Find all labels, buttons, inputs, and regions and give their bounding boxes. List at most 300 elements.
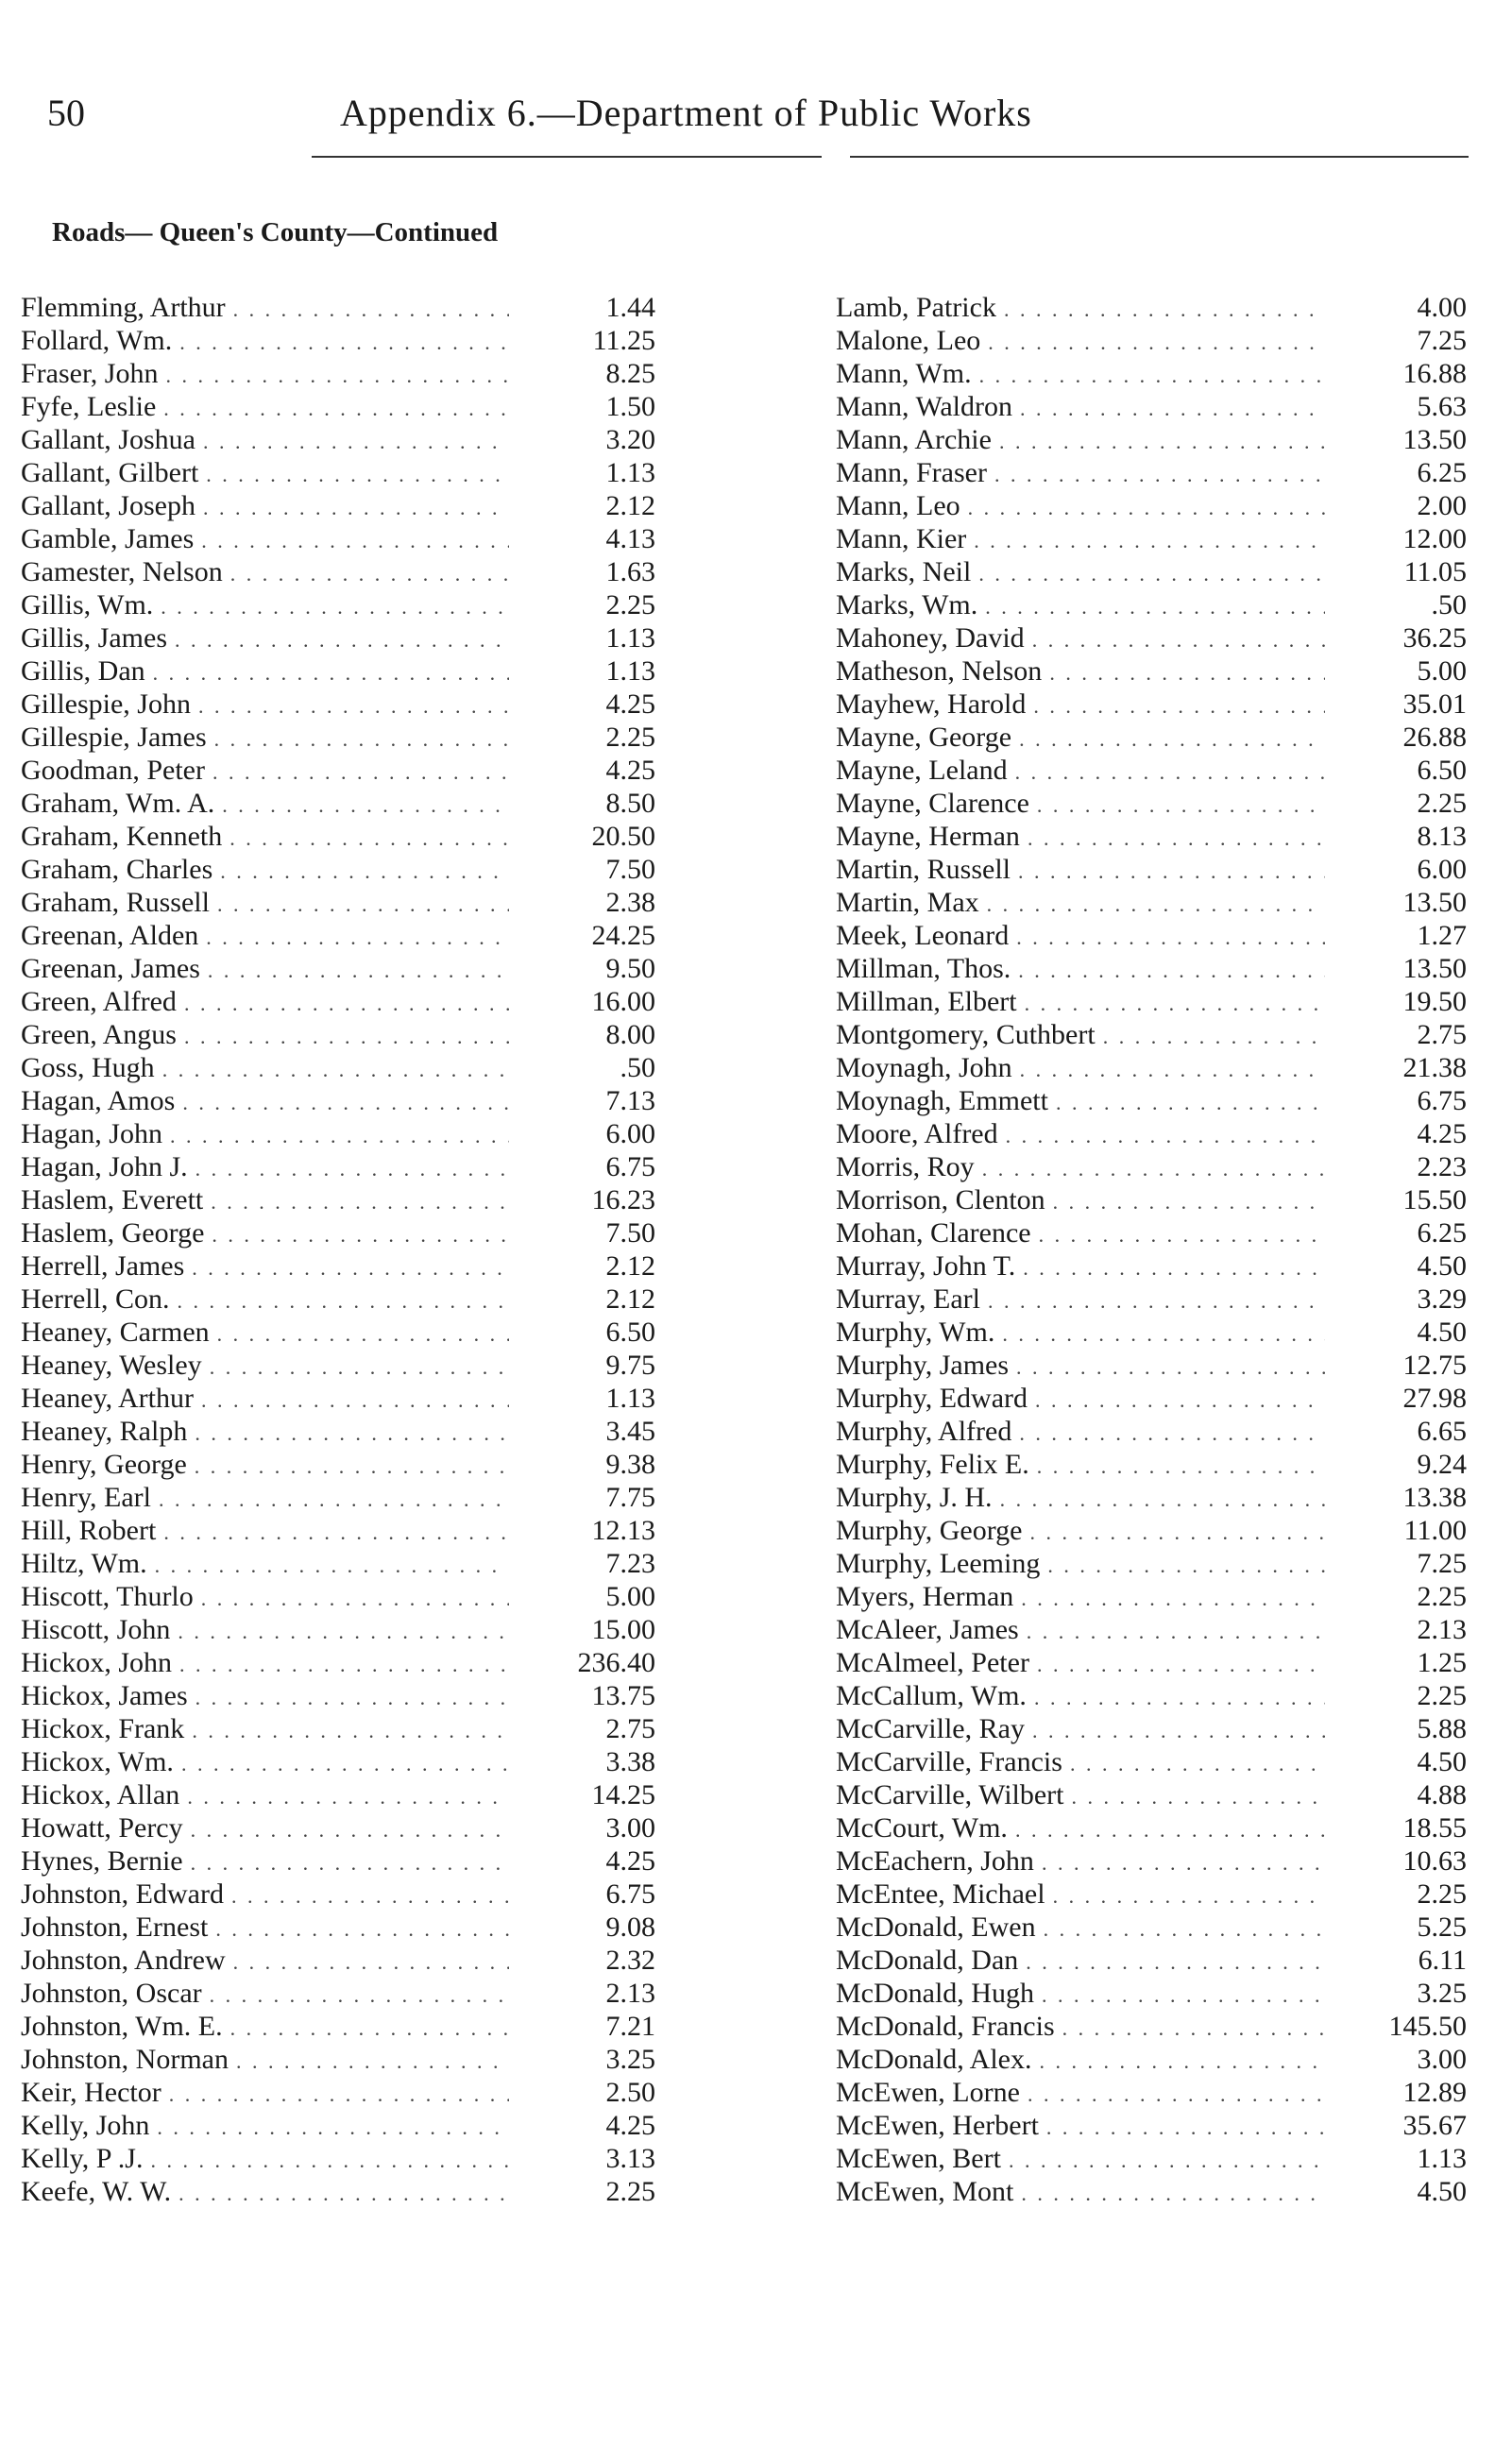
dot-leader <box>1023 1251 1325 1284</box>
payment-amount: 4.13 <box>605 523 655 554</box>
payment-amount: 9.38 <box>605 1449 655 1480</box>
payee-name: Hickox, Allan <box>21 1779 180 1810</box>
payment-amount: 3.45 <box>605 1416 655 1447</box>
payee-name: Greenan, Alden <box>21 920 199 951</box>
payment-amount: 36.25 <box>1402 622 1467 654</box>
payee-name: Mayne, George <box>836 722 1012 753</box>
list-item <box>21 1382 655 1415</box>
payee-name: Mayhew, Harold <box>836 688 1027 720</box>
payment-amount: 2.25 <box>605 2176 655 2207</box>
dot-leader <box>1015 1813 1325 1846</box>
payment-amount: 1.27 <box>1417 920 1467 951</box>
list-item <box>21 2010 655 2043</box>
payee-name: Meek, Leonard <box>836 920 1010 951</box>
payee-name: McEwen, Herbert <box>836 2110 1039 2141</box>
dot-leader <box>994 458 1325 491</box>
payee-name: McEwen, Lorne <box>836 2077 1020 2108</box>
payment-amount: 6.50 <box>1417 755 1467 786</box>
payment-amount: 4.25 <box>605 755 655 786</box>
dot-leader <box>1016 921 1325 954</box>
payment-amount: 6.75 <box>605 1151 655 1182</box>
payment-amount: 6.25 <box>1417 457 1467 488</box>
dot-leader <box>192 1251 509 1284</box>
list-item <box>21 1249 655 1283</box>
dot-leader <box>231 1879 509 1912</box>
dot-leader <box>1000 1483 1325 1516</box>
dot-leader <box>1033 689 1325 722</box>
list-item <box>21 820 655 853</box>
payment-amount: 13.38 <box>1402 1482 1467 1513</box>
dot-leader <box>155 1549 509 1582</box>
payment-amount: 5.00 <box>1417 655 1467 687</box>
payment-amount: 6.50 <box>605 1317 655 1348</box>
payee-name: Heaney, Wesley <box>21 1350 202 1381</box>
payee-name: McDonald, Hugh <box>836 1978 1034 2009</box>
dot-leader <box>1006 1119 1325 1152</box>
list-item <box>21 1580 655 1613</box>
dot-leader <box>179 326 509 359</box>
list-item <box>836 621 1467 654</box>
payment-amount: 11.00 <box>1403 1515 1467 1546</box>
list-item <box>21 1613 655 1646</box>
payment-amount: 3.29 <box>1417 1283 1467 1315</box>
list-item <box>21 1415 655 1448</box>
payment-amount: 2.38 <box>605 887 655 918</box>
dot-leader <box>184 1020 509 1053</box>
payee-name: Johnston, Oscar <box>21 1978 202 2009</box>
list-item <box>836 390 1467 423</box>
dot-leader <box>153 656 509 689</box>
dot-leader <box>1028 822 1325 855</box>
list-item <box>836 1679 1467 1712</box>
payment-amount: 19.50 <box>1402 986 1467 1017</box>
payment-amount: 8.50 <box>605 788 655 819</box>
payment-amount: 1.13 <box>605 655 655 687</box>
dot-leader <box>220 855 509 888</box>
list-item <box>21 1216 655 1249</box>
payee-name: Follard, Wm. <box>21 325 173 356</box>
list-item <box>21 489 655 522</box>
dot-leader <box>1047 1549 1325 1582</box>
payment-amount: 3.38 <box>605 1746 655 1777</box>
dot-leader <box>1039 2045 1325 2078</box>
payment-amount: 1.13 <box>605 1383 655 1414</box>
dot-leader <box>230 2012 509 2045</box>
payment-amount: 2.12 <box>605 1250 655 1282</box>
payee-name: Gillis, James <box>21 622 167 654</box>
payee-name: Flemming, Arthur <box>21 292 226 323</box>
dot-leader <box>236 2045 509 2078</box>
payee-name: Gallant, Joseph <box>21 490 195 521</box>
payee-name: Morris, Roy <box>836 1151 975 1182</box>
payment-amount: 2.25 <box>605 589 655 620</box>
dot-leader <box>978 557 1325 590</box>
list-item <box>21 1977 655 2010</box>
list-item <box>21 688 655 721</box>
payee-name: McEwen, Bert <box>836 2143 1001 2174</box>
payment-amount: 236.40 <box>577 1647 655 1678</box>
payment-amount: 12.75 <box>1402 1350 1467 1381</box>
list-item <box>21 1844 655 1878</box>
payee-name: Fraser, John <box>21 358 159 389</box>
list-item <box>836 1977 1467 2010</box>
list-item <box>21 886 655 919</box>
payee-name: Hiltz, Wm. <box>21 1548 147 1579</box>
payment-amount: .50 <box>1431 589 1467 620</box>
dot-leader <box>988 1284 1325 1317</box>
payee-name: Mayne, Leland <box>836 755 1008 786</box>
dot-leader <box>206 458 509 491</box>
list-item <box>21 291 655 324</box>
list-item <box>21 1944 655 1977</box>
dot-leader <box>169 2078 509 2111</box>
payment-amount: 2.32 <box>605 1945 655 1976</box>
dot-leader <box>1070 1747 1325 1780</box>
payment-amount: 4.50 <box>1417 1746 1467 1777</box>
payment-amount: 7.13 <box>605 1085 655 1116</box>
list-item <box>21 787 655 820</box>
right-column-list <box>836 291 1467 2208</box>
list-item <box>21 754 655 787</box>
payment-amount: 145.50 <box>1388 2011 1467 2042</box>
payment-amount: 4.25 <box>1417 1118 1467 1149</box>
list-item <box>836 324 1467 357</box>
payment-amount: 5.63 <box>1417 391 1467 422</box>
dot-leader <box>982 1152 1325 1185</box>
dot-leader <box>979 359 1325 392</box>
payee-name: Morrison, Clenton <box>836 1184 1045 1215</box>
list-item <box>836 1712 1467 1745</box>
payee-name: Gillespie, John <box>21 688 191 720</box>
payee-name: Keir, Hector <box>21 2077 161 2108</box>
payment-amount: 2.13 <box>605 1978 655 2009</box>
payment-amount: 3.20 <box>605 424 655 455</box>
list-item <box>21 1150 655 1183</box>
payee-name: Gamble, James <box>21 523 195 554</box>
dot-leader <box>229 822 509 855</box>
dot-leader <box>1072 1780 1325 1813</box>
dot-leader <box>1062 2012 1325 2045</box>
payee-name: Graham, Charles <box>21 854 213 885</box>
payee-name: Hagan, John <box>21 1118 162 1149</box>
payee-name: Johnston, Wm. E. <box>21 2011 223 2042</box>
dot-leader <box>210 1979 509 2012</box>
list-item <box>836 1481 1467 1514</box>
payee-name: Murphy, James <box>836 1350 1010 1381</box>
dot-leader <box>1002 1317 1325 1351</box>
payee-name: Hagan, Amos <box>21 1085 176 1116</box>
payee-name: Gillespie, James <box>21 722 207 753</box>
list-item <box>836 820 1467 853</box>
payee-name: Green, Angus <box>21 1019 177 1050</box>
payee-name: Howatt, Percy <box>21 1812 183 1844</box>
payment-amount: 2.75 <box>605 1713 655 1744</box>
payment-amount: 6.00 <box>1417 854 1467 885</box>
list-item <box>21 423 655 456</box>
list-item <box>836 1878 1467 1911</box>
dot-leader <box>1021 1582 1325 1615</box>
dot-leader <box>1046 2111 1325 2144</box>
payee-name: Malone, Leo <box>836 325 981 356</box>
payment-amount: 4.25 <box>605 688 655 720</box>
payee-name: Henry, Earl <box>21 1482 151 1513</box>
payee-name: Hiscott, Thurlo <box>21 1581 194 1612</box>
payee-name: Heaney, Carmen <box>21 1317 210 1348</box>
list-item <box>836 1944 1467 1977</box>
payee-name: Green, Alfred <box>21 986 177 1017</box>
dot-leader <box>1035 1384 1325 1417</box>
dot-leader <box>212 756 509 789</box>
payment-amount: 2.75 <box>1417 1019 1467 1050</box>
payment-amount: 15.50 <box>1402 1184 1467 1215</box>
dot-leader <box>1009 2144 1325 2177</box>
dot-leader <box>1029 1516 1325 1549</box>
dot-leader <box>184 987 509 1020</box>
payment-amount: 7.50 <box>605 1217 655 1249</box>
list-item <box>21 555 655 588</box>
payment-amount: 1.13 <box>605 457 655 488</box>
left-column-list <box>21 291 655 2208</box>
section-heading: Roads— Queen's County—Continued <box>52 217 499 247</box>
list-item <box>836 688 1467 721</box>
payment-amount: 16.23 <box>591 1184 655 1215</box>
payment-amount: 2.23 <box>1417 1151 1467 1182</box>
dot-leader <box>1053 1185 1325 1218</box>
payment-amount: 1.63 <box>605 556 655 587</box>
payment-amount: 12.13 <box>591 1515 655 1546</box>
list-item <box>836 489 1467 522</box>
payment-amount: 13.50 <box>1402 953 1467 984</box>
payment-amount: 8.00 <box>605 1019 655 1050</box>
payment-amount: 12.89 <box>1402 2077 1467 2108</box>
payee-name: Herrell, Con. <box>21 1283 170 1315</box>
payment-amount: 1.13 <box>605 622 655 654</box>
list-item <box>21 2175 655 2208</box>
dot-leader <box>1016 1351 1325 1384</box>
payee-name: Gillis, Wm. <box>21 589 154 620</box>
payment-amount: 1.25 <box>1417 1647 1467 1678</box>
payee-name: Lamb, Patrick <box>836 292 996 323</box>
list-item <box>21 390 655 423</box>
list-item <box>836 1382 1467 1415</box>
payee-name: Mahoney, David <box>836 622 1025 654</box>
list-item <box>836 919 1467 952</box>
dot-leader <box>233 293 509 326</box>
payee-name: Heaney, Arthur <box>21 1383 194 1414</box>
list-item <box>836 1117 1467 1150</box>
payee-name: Graham, Kenneth <box>21 821 223 852</box>
payee-name: Matheson, Nelson <box>836 655 1043 687</box>
dot-leader <box>195 1681 509 1714</box>
dot-leader <box>214 722 509 756</box>
dot-leader <box>211 1185 509 1218</box>
payment-amount: 6.75 <box>605 1878 655 1910</box>
payment-amount: 13.50 <box>1402 424 1467 455</box>
list-item <box>836 2175 1467 2208</box>
payment-amount: 35.01 <box>1402 688 1467 720</box>
list-item <box>21 1811 655 1844</box>
payment-amount: 2.12 <box>605 1283 655 1315</box>
list-item <box>836 1249 1467 1283</box>
dot-leader <box>1015 756 1325 789</box>
list-item <box>836 291 1467 324</box>
dot-leader <box>165 359 509 392</box>
dot-leader <box>1044 1912 1325 1946</box>
dot-leader <box>212 1218 509 1251</box>
payee-name: Mann, Archie <box>836 424 992 455</box>
list-item <box>21 1051 655 1084</box>
list-item <box>836 1448 1467 1481</box>
dot-leader <box>1025 987 1325 1020</box>
payee-name: McAleer, James <box>836 1614 1019 1645</box>
payee-name: Herrell, James <box>21 1250 185 1282</box>
payment-amount: 4.50 <box>1417 1317 1467 1348</box>
list-item <box>836 1051 1467 1084</box>
list-item <box>21 1745 655 1778</box>
payee-name: Mann, Kier <box>836 523 967 554</box>
dot-leader <box>1037 789 1325 822</box>
payee-name: Martin, Max <box>836 887 979 918</box>
dot-leader <box>1032 1714 1325 1747</box>
header-rule-right <box>850 156 1469 158</box>
list-item <box>21 2109 655 2142</box>
payee-name: McCarville, Francis <box>836 1746 1062 1777</box>
payee-name: Hickox, John <box>21 1647 172 1678</box>
list-item <box>21 1911 655 1944</box>
payee-name: Murray, Earl <box>836 1283 980 1315</box>
payee-name: Greenan, James <box>21 953 200 984</box>
list-item <box>836 456 1467 489</box>
payment-amount: 14.25 <box>591 1779 655 1810</box>
payment-amount: 2.00 <box>1417 490 1467 521</box>
payment-amount: 1.44 <box>605 292 655 323</box>
list-item <box>21 1316 655 1349</box>
list-item <box>21 1183 655 1216</box>
payee-name: Johnston, Edward <box>21 1878 224 1910</box>
payee-name: Hickox, James <box>21 1680 188 1711</box>
list-item <box>836 2010 1467 2043</box>
list-item <box>836 423 1467 456</box>
dot-leader <box>170 1119 509 1152</box>
page-header <box>47 91 1483 147</box>
payment-amount: 6.75 <box>1417 1085 1467 1116</box>
list-item <box>836 1613 1467 1646</box>
dot-leader <box>233 1946 509 1979</box>
dot-leader <box>187 1780 509 1813</box>
list-item <box>836 1283 1467 1316</box>
list-item <box>21 1018 655 1051</box>
payment-amount: 6.65 <box>1417 1416 1467 1447</box>
list-item <box>836 1844 1467 1878</box>
payee-name: McCallum, Wm. <box>836 1680 1027 1711</box>
payment-amount: 9.08 <box>605 1912 655 1943</box>
payee-name: Murphy, J. H. <box>836 1482 993 1513</box>
list-item <box>836 1911 1467 1944</box>
payment-amount: 7.25 <box>1417 1548 1467 1579</box>
payment-amount: 1.13 <box>1417 2143 1467 2174</box>
dot-leader <box>987 888 1325 921</box>
payment-amount: 4.25 <box>605 1845 655 1877</box>
payment-amount: 6.11 <box>1418 1945 1467 1976</box>
payee-name: Haslem, George <box>21 1217 205 1249</box>
list-item <box>21 2076 655 2109</box>
payee-name: Hickox, Frank <box>21 1713 185 1744</box>
payee-name: Moynagh, Emmett <box>836 1085 1048 1116</box>
list-item <box>836 1084 1467 1117</box>
dot-leader <box>161 590 509 623</box>
dot-leader <box>162 1053 509 1086</box>
dot-leader <box>1020 1053 1325 1086</box>
list-item <box>21 1712 655 1745</box>
dot-leader <box>1034 1681 1325 1714</box>
payee-name: Mayne, Herman <box>836 821 1020 852</box>
list-item <box>836 1018 1467 1051</box>
payee-name: Murray, John T. <box>836 1250 1016 1282</box>
list-item <box>21 1514 655 1547</box>
payment-amount: 27.98 <box>1402 1383 1467 1414</box>
dot-leader <box>215 1912 509 1946</box>
payee-name: Goss, Hugh <box>21 1052 155 1083</box>
payment-amount: 3.00 <box>1417 2044 1467 2075</box>
list-item <box>21 456 655 489</box>
payee-name: McCarville, Wilbert <box>836 1779 1064 1810</box>
payee-name: Murphy, George <box>836 1515 1023 1546</box>
payee-name: Johnston, Norman <box>21 2044 229 2075</box>
dot-leader <box>230 557 509 590</box>
dot-leader <box>1004 293 1325 326</box>
payment-amount: 2.25 <box>605 722 655 753</box>
dot-leader <box>1028 2078 1325 2111</box>
payment-amount: 18.55 <box>1402 1812 1467 1844</box>
payment-amount: 15.00 <box>591 1614 655 1645</box>
dot-leader <box>203 491 509 524</box>
payee-name: McDonald, Ewen <box>836 1912 1036 1943</box>
payee-name: Johnston, Andrew <box>21 1945 226 1976</box>
payee-name: Mohan, Clarence <box>836 1217 1031 1249</box>
payment-amount: 16.88 <box>1402 358 1467 389</box>
list-item <box>836 787 1467 820</box>
payee-name: Hickox, Wm. <box>21 1746 174 1777</box>
payment-amount: 2.25 <box>1417 1680 1467 1711</box>
dot-leader <box>1020 392 1325 425</box>
list-item <box>836 1580 1467 1613</box>
list-item <box>836 1778 1467 1811</box>
payee-name: Marks, Wm. <box>836 589 978 620</box>
payee-name: Martin, Russell <box>836 854 1011 885</box>
dot-leader <box>1039 1218 1325 1251</box>
list-item <box>21 2142 655 2175</box>
dot-leader <box>1053 1879 1325 1912</box>
payment-amount: 1.50 <box>605 391 655 422</box>
list-item <box>21 1349 655 1382</box>
list-item <box>21 985 655 1018</box>
payee-name: Johnston, Ernest <box>21 1912 209 1943</box>
payment-amount: 20.50 <box>591 821 655 852</box>
dot-leader <box>1019 722 1325 756</box>
payee-name: Henry, George <box>21 1449 187 1480</box>
payee-name: McAlmeel, Peter <box>836 1647 1029 1678</box>
list-item <box>836 1811 1467 1844</box>
header-rule-left <box>312 156 822 158</box>
list-item <box>836 357 1467 390</box>
list-item <box>21 522 655 555</box>
payee-name: McDonald, Dan <box>836 1945 1019 1976</box>
payee-name: Murphy, Alfred <box>836 1416 1012 1447</box>
dot-leader <box>150 2144 509 2177</box>
dot-leader <box>1037 1648 1325 1681</box>
payee-name: Graham, Wm. A. <box>21 788 215 819</box>
payment-amount: 24.25 <box>591 920 655 951</box>
